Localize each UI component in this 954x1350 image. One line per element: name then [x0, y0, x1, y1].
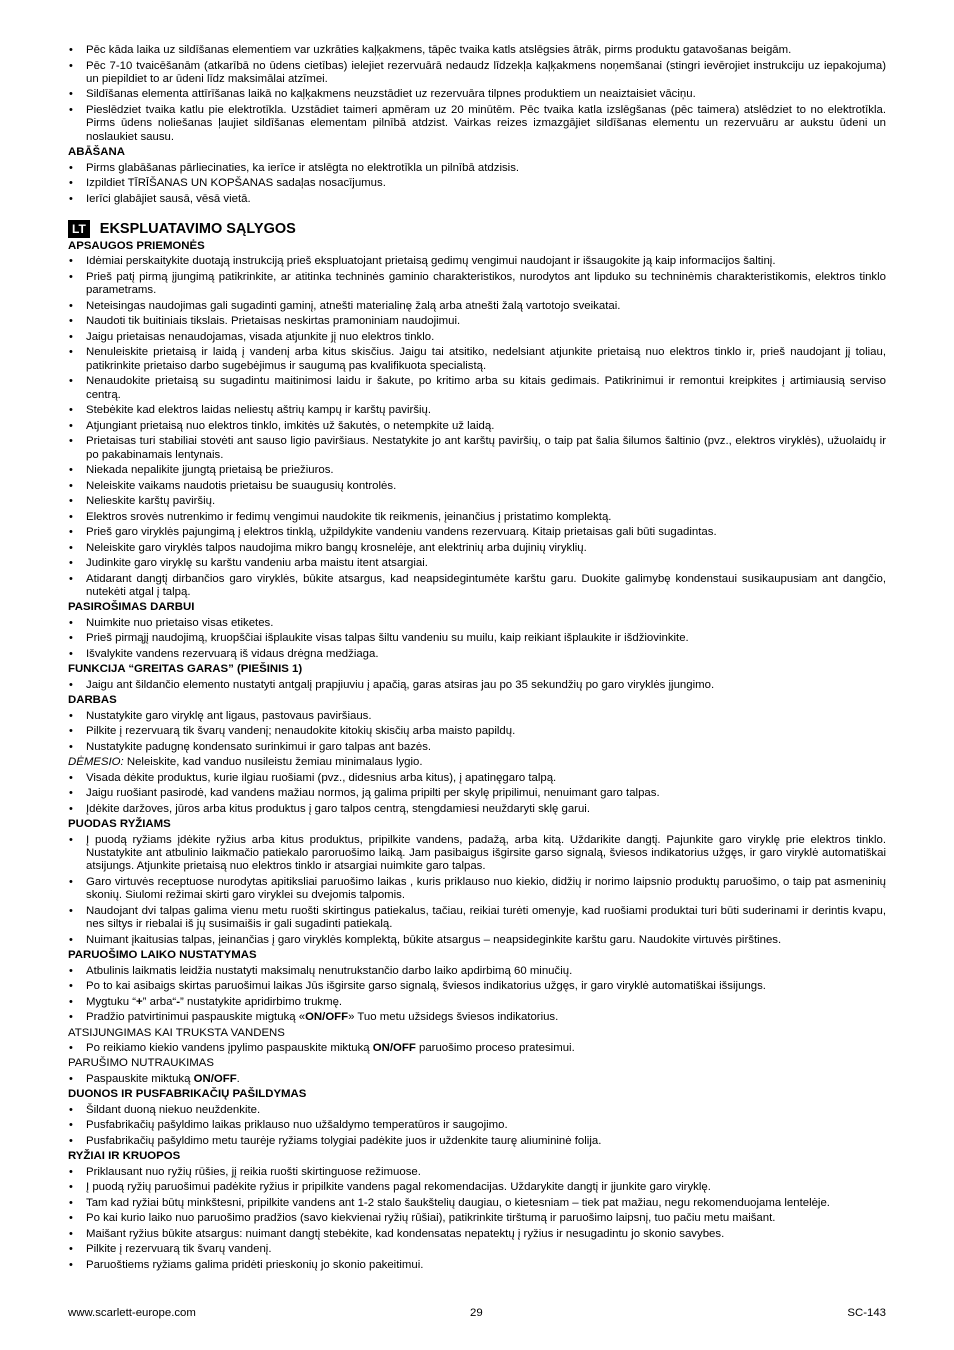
demesio-text: Neleiskite, kad vanduo nusileistu žemiau minimalaus lygio.: [123, 756, 423, 769]
list-item: [68, 996, 886, 1009]
text-fragment: Pradžio patvirtinimui paspauskite migtuką «: [86, 1011, 306, 1024]
document-page: [68, 44, 886, 1274]
darbas-list-a: [68, 710, 886, 754]
list-item: • Išvalykite vandens rezervuarą iš vidaus drėgna medžiaga.: [68, 648, 886, 661]
list-item: • Pilkite į rezervuarą tik švarų vandenį; nenaudokite kitokių skisčių arba maisto papildų.: [68, 725, 886, 738]
list-item: • Pēc kāda laika uz sildīšanas elementiem var uzkrāties kaļķakmens, tāpēc tvaika katls atslēgsies ātrāk, pirms produktu gatavošanas beigām.: [68, 44, 886, 57]
list-item: • Pusfabrikačių pašyldimo laikas priklauso nuo užšaldymo temperatūros ir saugojimo.: [68, 1119, 886, 1132]
list-item: • Nuimkite nuo prietaiso visas etiketes.: [68, 617, 886, 630]
lv-cleaning-list: [68, 44, 886, 144]
list-item: • Pieslēdziet tvaika katlu pie elektrotīkla. Uzstādiet taimeri apmēram uz 20 minūtēm. Pēc tvaika katla izslēgšanas (pēc taimera) atslēdziet to no elektrotīkla. Pirms ūdens noliešanas ļaujiet sildīšanas elementam pilnībā atdzist. Vairkas reizes izmazgājiet sildīšanas elementu un rezervuāru ar aukstu ūdeni un noslaukiet sausu.: [68, 104, 886, 144]
list-item: • Niekada nepalikite įjungtą prietaisą be priežiuros.: [68, 464, 886, 477]
darbas-list-b: [68, 772, 886, 816]
section-heading-funkcija: FUNKCIJA “GREITAS GARAS” (PIEŠINIS 1): [68, 663, 303, 676]
list-item: • Neleiskite garo viryklės talpos naudojima mikro bangų krosnelėje, ant elektrinių arba dujinių viryklių.: [68, 542, 886, 555]
list-item: • Naudoti tik buitiniais tikslais. Prietaisas neskirtas pramoniniam naudojimui.: [68, 315, 886, 328]
list-item: • Po to kai asibaigs skirtas paruošimui laikas Jūs išgirsite garso signalą, šviesos indikatorius užgęs, ir garo viryklė automatiškai išsijungs.: [68, 980, 886, 993]
list-item: • Naudojant dvi talpas galima vienu metu ruošti skirtingus patiekalus, tačiau, reikiai turėti omenyje, kad ruošiami produktai turi būti suderinami ir derintis kvapu, nes siltys ir riebalai iš jų susimaišis ir gali sugadinti patiekalą.: [68, 905, 886, 932]
section-heading-nutraukimas: PARUŠIMO NUTRAUKIMAS: [68, 1057, 214, 1070]
on-off-label: ON/OFF: [193, 1072, 237, 1085]
list-item: • Neleiskite vaikams naudotis prietaisu be suaugusių kontrolės.: [68, 480, 886, 493]
list-item: • Elektros srovės nutrenkimo ir fedimų vengimui naudokite tik reikmenis, įeinančius į pristatimo komplektą.: [68, 511, 886, 524]
list-item: • Pēc 7-10 tvaicēšanām (atkarībā no ūdens cietības) ielejiet rezervuārā nedaudz līdzekļa kaļķakmens noņemšanai (stingri ievērojiet instrukciju uz iepakojuma) un piepildiet to ar ūdeni līdz maksimālai atzīmei.: [68, 60, 886, 87]
minus-symbol: -: [176, 995, 181, 1008]
text-fragment: ” nustatykite apridirbimo trukmę.: [180, 995, 343, 1008]
language-badge: LT: [68, 220, 90, 238]
list-item: • Jaigu ruošiant pasirodė, kad vandens mažiau normos, ją galima pripilti per skylę pripilimui, nenuimant garo talpas.: [68, 787, 886, 800]
text-fragment: .: [236, 1072, 240, 1085]
list-item: • Ierīci glabājiet sausā, vēsā vietā.: [68, 193, 886, 206]
section-heading-duonos: DUONOS IR PUSFABRIKAČIŲ PAŠILDYMAS: [68, 1088, 307, 1101]
paruosimo-laiko-list: [68, 965, 886, 1025]
list-item: • Į puodą ryžiams įdėkite ryžius arba kitus produktus, pripilkite vandens, padažą, arba kitą. Uždarikite dangtį. Pajunkite garo viryklę prie elektros tinklo. Nustatykite ant atbulinio laikmačio patiekalo paroruošimo laiką. Jam pasibaigus išgirsite garso signalą, šviesos indikatorius užgęs, ir garo viryklė automatiškai atsijungs. Atjunkite prietaisą nuo elektros tinklo ir atsargiai nuimkite garo talpas.: [68, 834, 886, 874]
text-fragment: ” arba“: [142, 995, 177, 1008]
text-fragment: paruošimo proceso pratesimui.: [415, 1041, 575, 1054]
list-item: • Garo virtuvės receptuose nurodytas apitiksliai paruošimo laikas , kuris priklauso nuo kiekio, didžių ir norimo laipsnio produktų paruošimo, o taip pat asmeninių skonių. Siulomi režimai skirti garo viryklei su dvejomis talpomis.: [68, 876, 886, 903]
section-heading-atsijungimas: ATSIJUNGIMAS KAI TRUKSTA VANDENS: [68, 1026, 285, 1039]
on-off-label: ON/OFF: [305, 1011, 349, 1024]
list-item: • Į puodą ryžių paruošimui padėkite ryžius ir pripilkite vandens pagal rekomendacijas. Uždarykite dangtį ir įjunkite garo viryklę.: [68, 1181, 886, 1194]
list-item: • Pirms glabāšanas pārliecinaties, ka ierīce ir atslēgta no elektrotīkla un pilnībā atdzisis.: [68, 162, 886, 175]
list-item: [68, 1042, 886, 1055]
section-heading-paruosimo-laiko: PARUOŠIMO LAIKO NUSTATYMAS: [68, 949, 257, 962]
plus-symbol: +: [136, 995, 143, 1008]
list-item: • Maišant ryžius būkite atsargus: nuimant dangtį stebėkite, kad kondensatas nepatektų į ryžius ir nesugadintu jo skonio savybes.: [68, 1228, 886, 1241]
list-item: • Pilkite į rezervuarą tik švarų vandenį.: [68, 1243, 886, 1256]
list-item: • Sildīšanas elementa attīrīšanas laikā no kaļķakmens neuzstādiet uz rezervuāra tilpnes produktiem un neaiztaisiet vāciņu.: [68, 88, 886, 101]
funkcija-list: [68, 679, 886, 692]
list-item: • Pusfabrikačių pašyldimo metu taurėje ryžiams tolygiai padėkite juos ir uždenkite taurę aliumininė folija.: [68, 1135, 886, 1148]
list-item: • Visada dėkite produktus, kurie ilgiau ruošiami (pvz., didesnius arba kitus), į apatinęgaro talpą.: [68, 772, 886, 785]
abasana-list: [68, 162, 886, 206]
list-item: • Įdėkite daržoves, jūros arba kitus produktus į garo talpos centrą, stengdamiesi neuždaryti sklę garui.: [68, 803, 886, 816]
list-item: [68, 1011, 886, 1024]
nutraukimas-list: [68, 1073, 886, 1086]
list-item: • Nenaudokite prietaisą su sugadintu maitinimosi laidu ir šakute, po kritimo arba su kitais gedimais. Patikrinimui ir remontui kreipkites į artimiausią serviso centrą.: [68, 375, 886, 402]
list-item: • Stebėkite kad elektros laidas neliestų aštrių kampų ir karštų paviršių.: [68, 404, 886, 417]
list-item: • Izpildiet TĪRĪŠANAS UN KOPŠANAS sadaļas nosacījumus.: [68, 177, 886, 190]
demesio-note: [68, 756, 886, 769]
puodas-list: [68, 834, 886, 948]
list-item: • Nustatykite padugnę kondensato surinkimui ir garo talpas ant bazės.: [68, 741, 886, 754]
list-item: • Nustatykite garo viryklę ant ligaus, pastovaus paviršiaus.: [68, 710, 886, 723]
footer-website: www.scarlett-europe.com: [68, 1307, 196, 1319]
list-item: • Prieš pirmąjį naudojimą, kruopščiai išplaukite visas talpas šiltu vandeniu su muilu, kaip reikiant išplaukite ir išdžiovinkite.: [68, 632, 886, 645]
apsaugos-list: [68, 255, 886, 599]
list-item: • Atidarant dangtį dirbančios garo viryklės, būkite atsargus, kad neapsidegintumėte karštu garu. Duokite galimybę kondenstaui susikaupusiam ant dangčio, nutekėti atgal į talpą.: [68, 573, 886, 600]
list-item: • Nuimant įkaitusias talpas, įeinančias į garo viryklės komplektą, būkite atsargus – neapsideginkite karštu garu. Naudokite virtuvės pirštines.: [68, 934, 886, 947]
list-item: • Idėmiai perskaitykite duotają instrukciją prieš ekspluatojant prietaisą gedimų vengimui naudojant ir išsaugokite ją kaip informacijos šaltinį.: [68, 255, 886, 268]
atsijungimas-list: [68, 1042, 886, 1055]
list-item: • Tam kad ryžiai būtų minkštesni, pripilkite vandens ant 1-2 stalo šaukštelių daugiau, o kietesniam – tiek pat mažiau, negu rekomenduojama lentelėje.: [68, 1197, 886, 1210]
list-item: • Jaigu ant šildančio elemento nustatyti antgalį prapjiuviu į apačią, garas atsiras jau po 35 sekundžių po garo viryklės įjungimo.: [68, 679, 886, 692]
list-item: • Jaigu prietaisas nenaudojamas, visada atjunkite jį nuo elektros tinklo.: [68, 331, 886, 344]
section-heading-puodas: PUODAS RYŽIAMS: [68, 818, 171, 831]
list-item: • Šildant duoną niekuo neuždenkite.: [68, 1104, 886, 1117]
pasirosimas-list: [68, 617, 886, 661]
section-title: EKSPLUATAVIMO SĄLYGOS: [99, 221, 296, 238]
list-item: • Prietaisas turi stabiliai stovėti ant sauso ligio paviršiaus. Nestatykite jo ant karštų paviršių, o taip pat šalia šilumos šaltinio (pvz., elektros viryklės), užuolaidų ir po pakabinamais lentynais.: [68, 435, 886, 462]
list-item: • Atjungiant prietaisą nuo elektros tinklo, imkitės už šakutės, o netempkite už laidą.: [68, 420, 886, 433]
section-heading-pasirosimas: PASIROŠIMAS DARBUI: [68, 601, 195, 614]
list-item: • Priklausant nuo ryžių rūšies, jį reikia ruošti skirtinguose režimuose.: [68, 1166, 886, 1179]
text-fragment: Mygtuku “: [86, 995, 137, 1008]
list-item: • Nelieskite karštų paviršių.: [68, 495, 886, 508]
list-item: • Neteisingas naudojimas gali sugadinti gaminį, atnešti materialinę žalą arba atnešti žalą vartotojo sveikatai.: [68, 300, 886, 313]
section-heading-abasana: ABĀŠANA: [68, 146, 125, 159]
lt-section-title: [68, 220, 886, 238]
list-item: [68, 1073, 886, 1086]
model-number: SC-143: [847, 1307, 886, 1319]
section-heading-apsaugos: APSAUGOS PRIEMONĖS: [68, 240, 205, 253]
list-item: • Prieš patį pirmą įjungimą patikrinkite, ar atitinka techninės gaminio charakteristikos, nurodytos ant lipduko su techninėmis charakteristikomis, elektros tinklo parametrams.: [68, 271, 886, 298]
ryziai-list: [68, 1166, 886, 1272]
demesio-label: DĖMESIO:: [68, 756, 124, 769]
text-fragment: » Tuo metu užsidegs šviesos indikatorius.: [348, 1011, 559, 1024]
list-item: • Po kai kurio laiko nuo paruošimo pradžios (savo kiekvienai ryžių rūšiai), patikrinkite tirštumą ir paruošimo laipsnį, tuo pačiu metu maišant.: [68, 1212, 886, 1225]
duonos-list: [68, 1104, 886, 1148]
page-number: 29: [470, 1307, 483, 1319]
on-off-label: ON/OFF: [372, 1041, 416, 1054]
list-item: • Atbulinis laikmatis leidžia nustatyti maksimalų nenutrukstančio darbo laiko apdirbimą 60 minučių.: [68, 965, 886, 978]
section-heading-darbas: DARBAS: [68, 694, 117, 707]
list-item: • Paruoštiems ryžiams galima pridėti prieskonių jo skonio pakeitimui.: [68, 1259, 886, 1272]
section-heading-ryziai: RYŽIAI IR KRUOPOS: [68, 1150, 181, 1163]
text-fragment: Paspauskite miktuką: [86, 1072, 194, 1085]
list-item: • Nenuleiskite prietaisą ir laidą į vandenį arba kitus skisčius. Jaigu tai atsitiko, nedelsiant atjunkite prietaisą nuo elektros tinklo ir, prieš naudojant jį toliau, patikrinkite prietaiso darbo sugebėjimus ir saugumą pas kvalifikuota specialistą.: [68, 346, 886, 373]
list-item: • Prieš garo viryklės pajungimą į elektros tinklą, užpildykite vandeniu vandens rezervuarą. Kitaip prietaisas gali būti sugadintas.: [68, 526, 886, 539]
page-footer: [68, 1307, 886, 1323]
text-fragment: Po reikiamo kiekio vandens įpylimo paspauskite miktuką: [86, 1041, 373, 1054]
list-item: • Judinkite garo viryklę su karštu vandeniu arba maistu itent atsargiai.: [68, 557, 886, 570]
